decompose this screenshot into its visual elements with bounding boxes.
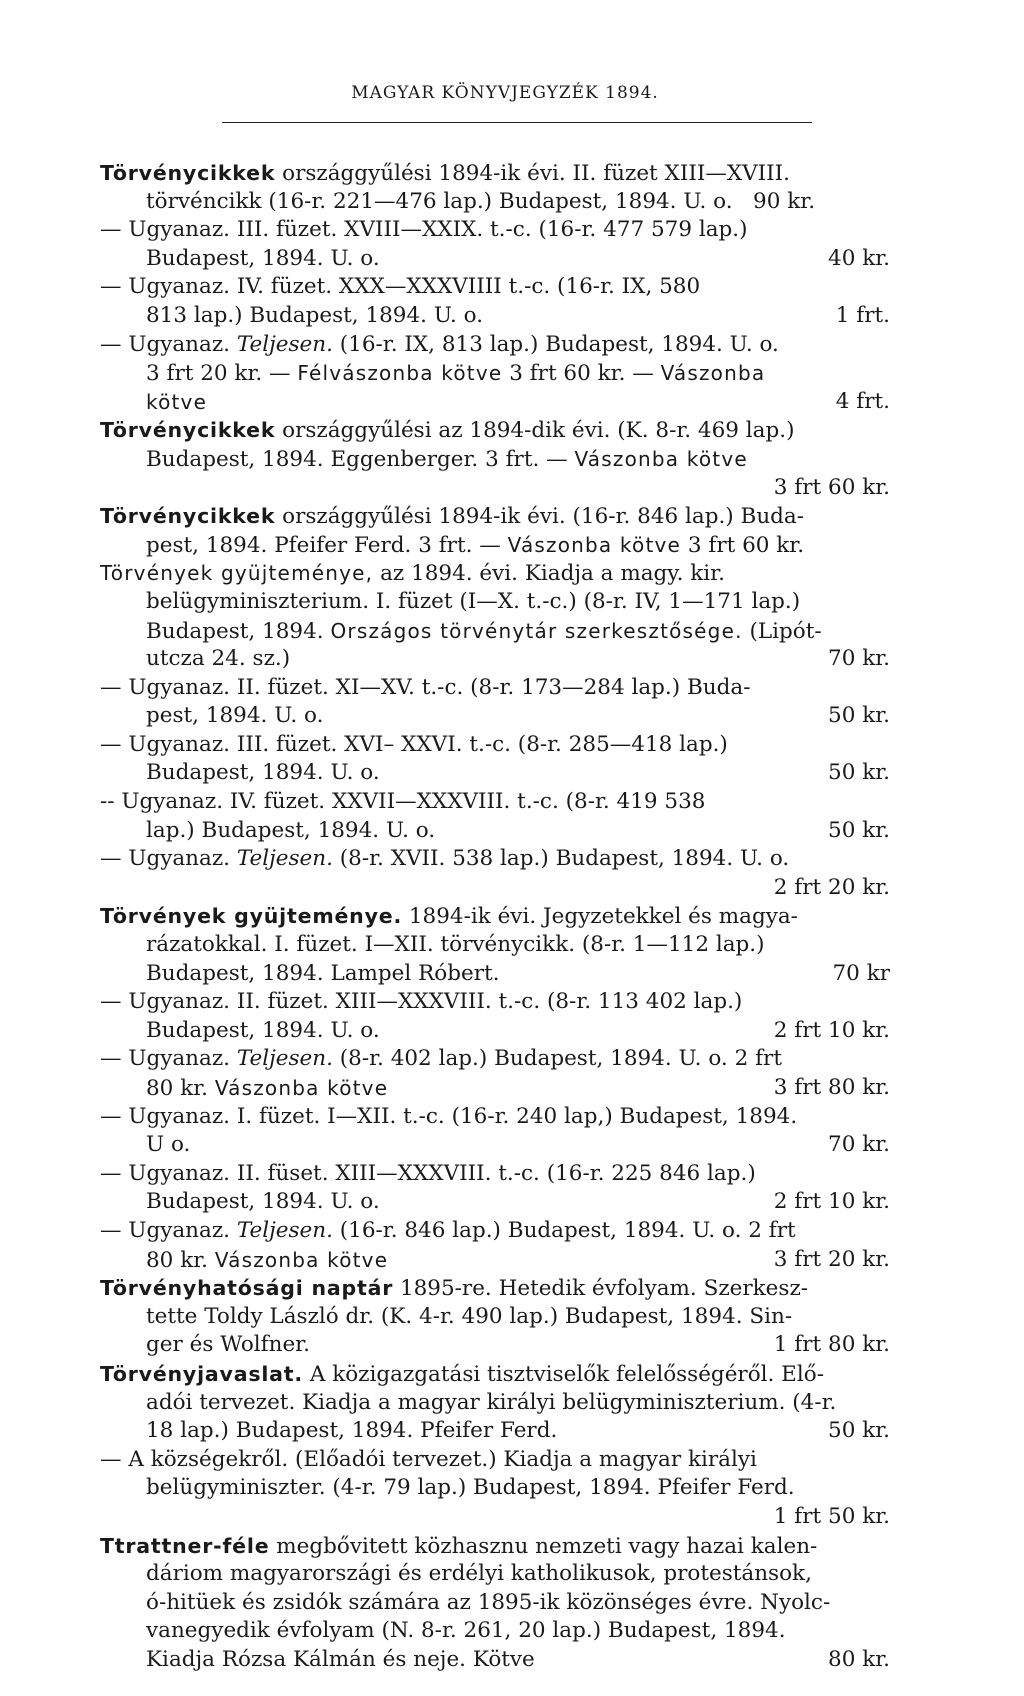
catalog-line xyxy=(100,588,890,617)
price: 70 kr. xyxy=(828,646,890,672)
catalog-line xyxy=(100,1103,890,1132)
price: 2 frt 10 kr. xyxy=(773,1017,890,1043)
line-text: ger és Wolfner. xyxy=(146,1332,310,1358)
line-text: vanegyedik évfolyam (N. 8-r. 261, 20 lap.) Budapest, 1894. xyxy=(146,1618,786,1644)
line-text: 3 frt 20 kr. — xyxy=(146,361,298,387)
catalog-line xyxy=(100,731,890,760)
price: 70 kr xyxy=(832,960,890,986)
line-text: országgyűlési 1894-ik évi. (16-r. 846 lap.) Buda- xyxy=(275,504,805,530)
italic-text: Teljesen. xyxy=(236,1046,333,1072)
entry-heading: Törvények gyüjteménye. xyxy=(100,904,403,929)
catalog-line xyxy=(100,1560,890,1589)
line-text: (8-r. 402 lap.) Budapest, 1894. U. o. 2 frt xyxy=(332,1046,782,1072)
catalog-line xyxy=(100,1503,890,1532)
italic-text: Teljesen. xyxy=(236,1217,333,1243)
line-text: Országos törvénytár szerkesztősége. xyxy=(330,618,743,643)
line-text: — Ugyanaz. III. füzet. XVIII—XXIX. t.-c. (16-r. 477 579 lap.) xyxy=(100,217,748,243)
line-text: tette Toldy László dr. (K. 4-r. 490 lap.) Budapest, 1894. Sin- xyxy=(146,1303,793,1329)
catalog-line xyxy=(100,1589,890,1618)
line-text: — Ugyanaz. xyxy=(100,331,237,357)
catalog-line xyxy=(100,1389,890,1418)
line-text: Vászonba kötve xyxy=(507,532,682,557)
line-text: Budapest, 1894. U. o. xyxy=(146,1189,380,1215)
catalog-line xyxy=(100,1217,890,1246)
line-text: Budapest, 1894. Eggenberger. 3 frt. — xyxy=(146,446,575,472)
line-text: Vászonba kötve xyxy=(214,1076,389,1100)
catalog-line xyxy=(100,302,890,331)
catalog-line xyxy=(100,273,890,302)
price: 1 frt 50 kr. xyxy=(773,1503,890,1529)
catalog-line xyxy=(100,216,890,245)
italic-text: Teljesen. xyxy=(236,331,333,357)
price: 70 kr. xyxy=(828,1132,890,1158)
line-text: Budapest, 1894. U. o. xyxy=(146,1017,380,1043)
line-text: Törvények gyüjteménye, xyxy=(100,561,374,586)
catalog-line xyxy=(100,1617,890,1646)
line-text: — Ugyanaz. II. füzet. XI—XV. t.-c. (8-r. 173—284 lap.) Buda- xyxy=(100,674,751,700)
catalog-line xyxy=(100,474,890,503)
line-text: 80 kr. xyxy=(146,1247,215,1273)
line-text: — Ugyanaz. II. füzet. XIII—XXXVIII. t.-c. (8-r. 113 402 lap.) xyxy=(100,989,743,1015)
line-text: — Ugyanaz. III. füzet. XVI– XXVI. t.-c. (8-r. 285—418 lap.) xyxy=(100,731,728,757)
catalog-line xyxy=(100,931,890,960)
entry-heading: Törvényhatósági naptár xyxy=(100,1276,394,1301)
line-text: Vászonba kötve xyxy=(214,1247,389,1272)
line-text: — Ugyanaz. IV. füzet. XXX—XXXVIIII t.-c. (16-r. IX, 580 xyxy=(100,274,701,300)
price: 40 kr. xyxy=(828,245,890,271)
line-text: pest, 1894. U. o. xyxy=(146,703,324,729)
italic-text: Teljesen. xyxy=(236,846,333,872)
catalog-line xyxy=(100,531,890,560)
catalog-line xyxy=(100,702,890,731)
catalog-line xyxy=(100,1017,890,1046)
line-text: rázatokkal. I. füzet. I—XII. törvénycikk. (8-r. 1—112 lap.) xyxy=(146,932,765,958)
price: 80 kr. xyxy=(828,1646,890,1672)
catalog-line xyxy=(100,159,890,188)
price: 3 frt 80 kr. xyxy=(773,1075,890,1100)
line-text: U o. xyxy=(146,1132,191,1158)
line-text: utcza 24. sz.) xyxy=(146,646,291,672)
line-text: (16-r. 846 lap.) Budapest, 1894. U. o. 2 frt xyxy=(332,1217,796,1243)
line-text: A közigazgatási tisztviselők felelősségéről. Elő- xyxy=(303,1361,824,1387)
catalog-line xyxy=(100,445,890,474)
catalog-line xyxy=(100,645,890,674)
line-text: adói tervezet. Kiadja a magyar királyi belügyminiszterium. (4-r. xyxy=(146,1389,837,1415)
page-header: MAGYAR KÖNYVJEGYZÉK 1894. xyxy=(351,83,659,103)
line-text: kötve xyxy=(146,389,208,414)
line-text: (16-r. IX, 813 lap.) Budapest, 1894. U. o. xyxy=(332,331,779,357)
line-text: Vászonba kötve xyxy=(574,446,748,471)
price: 2 frt 10 kr. xyxy=(773,1189,890,1215)
line-text: belügyminiszter. (4-r. 79 lap.) Budapest, 1894. Pfeifer Ferd. xyxy=(146,1475,795,1501)
catalog-line xyxy=(100,1131,890,1160)
line-text: — Ugyanaz. xyxy=(100,1046,237,1072)
line-text: országgyűlési 1894-ik évi. II. füzet XIII—XVIII. xyxy=(275,161,790,186)
catalog-line xyxy=(100,188,890,217)
catalog-line xyxy=(100,1474,890,1503)
line-text: pest, 1894. Pfeifer Ferd. 3 frt. — xyxy=(146,532,508,558)
catalog-line xyxy=(100,359,890,388)
line-text: (8-r. XVII. 538 lap.) Budapest, 1894. U. o. xyxy=(332,846,790,872)
catalog-line xyxy=(100,874,890,903)
catalog-line xyxy=(100,759,890,788)
catalog-line xyxy=(100,1646,890,1675)
line-text: országgyűlési az 1894-dik évi. (K. 8-r. 469 lap.) xyxy=(275,418,795,444)
catalog-line xyxy=(100,988,890,1017)
line-text: dáriom magyarországi és erdélyi katholikusok, protestánsok, xyxy=(146,1561,812,1587)
price: 50 kr. xyxy=(828,760,890,786)
entry-heading: Törvénycikkek xyxy=(100,418,276,443)
catalog-line xyxy=(100,1045,890,1074)
catalog-line xyxy=(100,1074,890,1103)
catalog-line xyxy=(100,331,890,360)
catalog-line xyxy=(100,1417,890,1446)
line-text: 1894-ik évi. Jegyzetekkel és magya- xyxy=(402,904,798,930)
catalog-line xyxy=(100,416,890,445)
entry-heading: Törvényjavaslat. xyxy=(100,1361,303,1386)
line-text: — Ugyanaz. xyxy=(100,1217,237,1243)
catalog-line xyxy=(100,559,890,588)
line-text: 80 kr. xyxy=(146,1076,215,1101)
catalog-line xyxy=(100,960,890,989)
catalog-line xyxy=(100,817,890,846)
line-text: lap.) Budapest, 1894. U. o. xyxy=(146,817,436,843)
line-text: -- Ugyanaz. IV. füzet. XXVII—XXXVIII. t.-c. (8-r. 419 538 xyxy=(100,789,706,815)
catalog-line xyxy=(100,245,890,274)
catalog-line xyxy=(100,502,890,531)
price: 3 frt 20 kr. xyxy=(773,1246,890,1272)
line-text: 3 frt 60 kr. xyxy=(681,532,805,558)
price: 4 frt. xyxy=(835,388,890,414)
catalog-line xyxy=(100,1303,890,1332)
line-text: ó-hitüek és zsidók számára az 1895-ik közönséges évre. Nyolc- xyxy=(146,1589,831,1615)
price: 1 frt 80 kr. xyxy=(773,1332,890,1358)
catalog-line xyxy=(100,788,890,817)
price: 50 kr. xyxy=(828,1418,890,1444)
line-text: Félvászonba kötve xyxy=(297,361,503,386)
catalog-line xyxy=(100,388,890,417)
line-text: az 1894. évi. Kiadja a magy. kir. xyxy=(373,561,725,587)
catalog-line xyxy=(100,674,890,703)
line-text: Kiadja Rózsa Kálmán és neje. Kötve xyxy=(146,1646,535,1672)
catalog-line xyxy=(100,902,890,931)
price: 1 frt. xyxy=(835,302,890,328)
catalog-line xyxy=(100,1446,890,1475)
catalog-line xyxy=(100,1246,890,1275)
line-text: 3 frt 60 kr. — xyxy=(502,361,661,387)
catalog-line xyxy=(100,617,890,646)
line-text: 1895-re. Hetedik évfolyam. Szerkesz- xyxy=(393,1276,809,1302)
line-text: 18 lap.) Budapest, 1894. Pfeifer Ferd. xyxy=(146,1418,558,1444)
line-text: törvéncikk (16-r. 221—476 lap.) Budapest, 1894. U. o. 90 kr. xyxy=(146,188,816,214)
price: 50 kr. xyxy=(828,817,890,843)
catalog-line xyxy=(100,1532,890,1561)
catalog-line xyxy=(100,1274,890,1303)
catalog-entries xyxy=(100,159,890,1674)
line-text: 813 lap.) Budapest, 1894. U. o. xyxy=(146,302,484,328)
catalog-line xyxy=(100,1160,890,1189)
line-text: — Ugyanaz. xyxy=(100,846,237,872)
line-text: Budapest, 1894. xyxy=(146,618,331,644)
catalog-line xyxy=(100,845,890,874)
catalog-line xyxy=(100,1188,890,1217)
line-text: Vászonba xyxy=(660,361,766,386)
catalog-line xyxy=(100,1360,890,1389)
line-text: belügyminiszterium. I. füzet (I—X. t.-c.) (8-r. IV, 1—171 lap.) xyxy=(146,588,801,614)
line-text: Budapest, 1894. U. o. xyxy=(146,245,380,271)
entry-heading: Ttrattner-féle xyxy=(100,1533,270,1558)
price: 2 frt 20 kr. xyxy=(773,874,890,900)
line-text: Budapest, 1894. Lampel Róbert. xyxy=(146,960,500,986)
line-text: (Lipót- xyxy=(742,618,822,644)
entry-heading: Törvénycikkek xyxy=(100,504,276,529)
catalog-page xyxy=(100,78,890,1674)
price: 50 kr. xyxy=(828,703,890,729)
header-rule xyxy=(222,122,812,123)
line-text: Budapest, 1894. U. o. xyxy=(146,760,380,786)
line-text: — A községekről. (Előadói tervezet.) Kiadja a magyar királyi xyxy=(100,1446,757,1472)
entry-heading: Törvénycikkek xyxy=(100,161,276,185)
price: 3 frt 60 kr. xyxy=(773,474,890,500)
line-text: — Ugyanaz. II. füset. XIII—XXXVIII. t.-c. (16-r. 225 846 lap.) xyxy=(100,1160,756,1186)
line-text: megbővitett közhasznu nemzeti vagy hazai kalen- xyxy=(269,1533,818,1559)
catalog-line xyxy=(100,1331,890,1360)
line-text: — Ugyanaz. I. füzet. I—XII. t.-c. (16-r. 240 lap,) Budapest, 1894. xyxy=(100,1103,798,1129)
